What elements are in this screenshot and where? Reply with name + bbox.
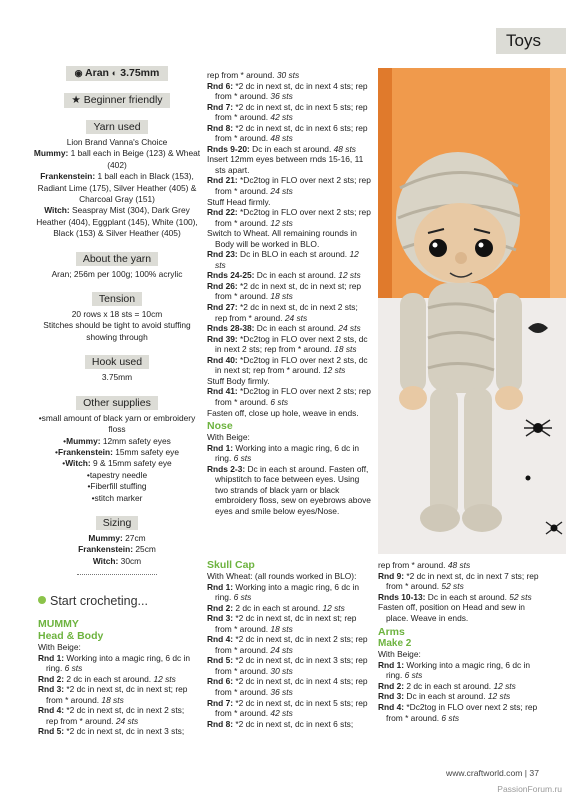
skull-cap-pattern [207,559,371,729]
arms-make-count: Make 2 [378,638,412,650]
pattern-row: Rnds 28-38: Dc in each st around. 24 sts [207,323,361,334]
pattern-row: Rnd 4: *2 dc in next st, dc in next 2 sts; rep from * around. 24 sts [207,634,368,655]
pattern-row: Fasten off, position on Head and sew in place. Weave in ends. [378,602,525,623]
sizing-section [32,504,202,567]
mummy-title: MUMMY [38,618,79,630]
supplies-list [32,413,202,504]
skull-cap-heading: Skull Cap [207,559,255,571]
star-icon: ★ [71,94,81,106]
watermark: PassionForum.ru [497,784,562,794]
arms-intro: With Beige: [378,649,421,660]
pattern-row: Rnd 22: *Dc2tog in FLO over next 2 sts; rep from * around. 12 sts [207,207,371,228]
about-yarn-section [32,240,202,280]
pattern-row: Rnds 24-25: Dc in each st around. 12 sts [207,270,361,281]
pattern-row: Rnds 2-3: Dc in each st around. Fasten off, whipstitch to face between eyes. Using two strands of black yarn or black embroidery floss, sew on eyebrows above eyes and smile below eyes/Nose. [207,463,371,516]
pattern-column-4 [378,560,546,723]
pattern-row: Stuff Body firmly. [207,375,270,386]
pattern-row: Rnd 27: *2 dc in next st, dc in next 2 sts; rep from * around. 24 sts [207,302,358,323]
pattern-row: Rnd 1: Working into a magic ring, 6 dc in ring. 6 sts [207,581,360,603]
pattern-row: Switch to Wheat. All remaining rounds in Body will be worked in BLO. [207,228,357,249]
pattern-row: Rnd 1: Working into a magic ring, 6 dc in ring. 6 sts [207,442,360,464]
list-item: Witch: 30cm [92,555,142,566]
sizing-heading: Sizing [96,516,139,530]
pattern-row: Rnd 23: Dc in BLO in each st around. 12 sts [207,249,359,270]
start-crocheting-heading: Start crocheting... [38,594,148,608]
skull-cap-intro: With Wheat: (all rounds worked in BLO): [207,571,357,581]
page-footer [0,768,566,794]
pattern-row: Rnd 3: Dc in each st around. 12 sts [378,691,511,702]
skill-level-badge [64,93,170,108]
other-supplies-section [32,384,202,504]
list-item: • Mummy: 12mm safety eyes [32,436,202,447]
page-number: 37 [529,768,539,778]
pattern-row: Stuff Head firmly. [207,196,271,207]
pattern-row: rep from * around. 30 sts [207,70,300,80]
list-item: • Frankenstein: 15mm safety eye [32,447,202,458]
pattern-row: Rnd 3: *2 dc in next st, dc in next st; rep from * around. 18 sts [38,684,188,705]
hook-used-text: 3.75mm [101,372,133,383]
skill-level: Beginner friendly [83,94,163,106]
pattern-row: Rnd 2: 2 dc in each st around. 12 sts [207,602,345,613]
green-dot-icon [38,596,46,604]
mummy-intro: With Beige: [38,642,81,652]
tension-heading: Tension [92,292,142,306]
pattern-row: Rnd 39: *Dc2tog in FLO over next 2 sts, dc in next 2 sts; rep from * around. 18 sts [207,333,368,355]
pattern-row: Fasten off, close up hole, weave in ends. [207,407,359,418]
pattern-row: Rnd 2: 2 dc in each st around. 12 sts [38,673,176,684]
dotted-divider [77,573,157,575]
pattern-row: Rnd 7: *2 dc in next st, dc in next 5 sts; rep from * around. 42 sts [207,697,368,719]
pattern-row: Insert 12mm eyes between rnds 15-16, 11 sts apart. [207,154,364,175]
pattern-column-2 [207,70,371,516]
list-item: • stitch marker [32,493,202,504]
mummy-pattern [38,618,198,737]
list-item: • Witch: 9 & 15mm safety eye [32,458,202,469]
list-item: • small amount of black yarn or embroidery floss [32,413,202,436]
about-yarn-text: Aran; 256m per 100g; 100% acrylic [51,268,183,279]
pattern-row: Rnd 40: *Dc2tog in FLO over next 2 sts, dc in next st; rep from * around. 12 sts [207,354,368,376]
tension-section [32,280,202,343]
yarn-entry: Mummy: 1 ball each in Beige (123) & Wheat (402) [33,148,201,170]
pattern-row: Rnd 21: *Dc2tog in FLO over next 2 sts; rep from * around. 24 sts [207,175,371,197]
pattern-row: Rnd 7: *2 dc in next st, dc in next 5 sts; rep from * around. 42 sts [207,101,368,123]
list-item: • Fiberfill stuffing [32,481,202,492]
pattern-row: rep from * around. 48 sts [378,560,471,570]
section-tab: Toys [496,28,566,54]
pattern-row: Rnds 10-13: Dc in each st around. 52 sts [378,591,532,602]
pattern-row: Rnd 4: *Dc2tog in FLO over next 2 sts; rep from * around. 6 sts [378,702,538,723]
yarn-weight: Aran [85,67,109,79]
tension-note: Stitches should be tight to avoid stuffing showing through [43,320,191,342]
yarn-brand: Lion Brand Vanna's Choice [66,137,168,147]
yarn-used-heading: Yarn used [86,120,147,134]
other-supplies-heading: Other supplies [76,396,158,410]
pattern-row: Rnd 6: *2 dc in next st, dc in next 4 sts; rep from * around. 36 sts [207,676,368,698]
pattern-row: Rnd 2: 2 dc in each st around. 12 sts [378,680,516,691]
yarn-weight-badge [66,66,168,81]
tension-gauge: 20 rows x 18 sts = 10cm [71,309,163,320]
nose-heading: Nose [207,420,233,433]
pattern-row: Rnd 4: *2 dc in next st, dc in next 2 sts; rep from * around. 24 sts [38,705,185,726]
pattern-row: Rnd 1: Working into a magic ring, 6 dc in ring. 6 sts [38,652,191,674]
list-item: Mummy: 27cm [88,532,146,543]
yarn-entry: Frankenstein: 1 ball each in Black (153), Radiant Lime (175), Silver Heather (405) & Charcoal Gray (151) [37,171,197,205]
pattern-row: Rnd 8: *2 dc in next st, dc in next 6 sts; [207,718,354,729]
arms-heading: Arms [378,626,405,639]
pattern-row: Rnd 8: *2 dc in next st, dc in next 6 sts; rep from * around. 48 sts [207,122,368,144]
pattern-row: Rnd 9: *2 dc in next st, dc in next 7 sts; rep from * around. 52 sts [378,570,539,592]
footer-website: www.craftworld.com | 37 [446,768,539,778]
yarn-entry: Witch: Seaspray Mist (304), Dark Grey Heather (404), Eggplant (145), White (100), Black (153) & Silver Heather (405) [36,205,198,239]
pattern-row: Rnd 3: *2 dc in next st, dc in next st; rep from * around. 18 sts [207,613,357,634]
materials-sidebar [32,66,202,575]
hook-size: 3.75mm [120,67,160,79]
list-item: Frankenstein: 25cm [78,544,156,555]
pattern-row: Rnd 1: Working into a magic ring, 6 dc in ring. 6 sts [378,659,531,681]
pattern-row: Rnd 41: *Dc2tog in FLO over next 2 sts; rep from * around. 6 sts [207,386,371,407]
about-yarn-heading: About the yarn [76,252,158,266]
hook-icon: ◐ [111,68,118,78]
pattern-row: Rnd 5: *2 dc in next st, dc in next 3 sts; [38,726,185,737]
pattern-row: Rnd 6: *2 dc in next st, dc in next 4 sts; rep from * around. 36 sts [207,80,368,102]
hook-used-section [32,343,202,383]
mummy-toy-photo [378,68,566,554]
mummy-doll-illustration [378,68,566,554]
nose-intro: With Beige: [207,432,250,443]
pattern-row: Rnd 26: *2 dc in next st, dc in next st; rep from * around. 18 sts [207,280,362,302]
hook-used-heading: Hook used [85,355,149,369]
pattern-row: Rnds 9-20: Dc in each st around. 48 sts [207,143,356,154]
pattern-row: Rnd 5: *2 dc in next st, dc in next 3 sts; rep from * around. 30 sts [207,655,368,676]
head-body-subtitle: Head & Body [38,630,104,642]
yarn-ball-icon: ◉ [74,68,83,78]
list-item: • tapestry needle [32,470,202,481]
yarn-used-section [32,108,202,240]
